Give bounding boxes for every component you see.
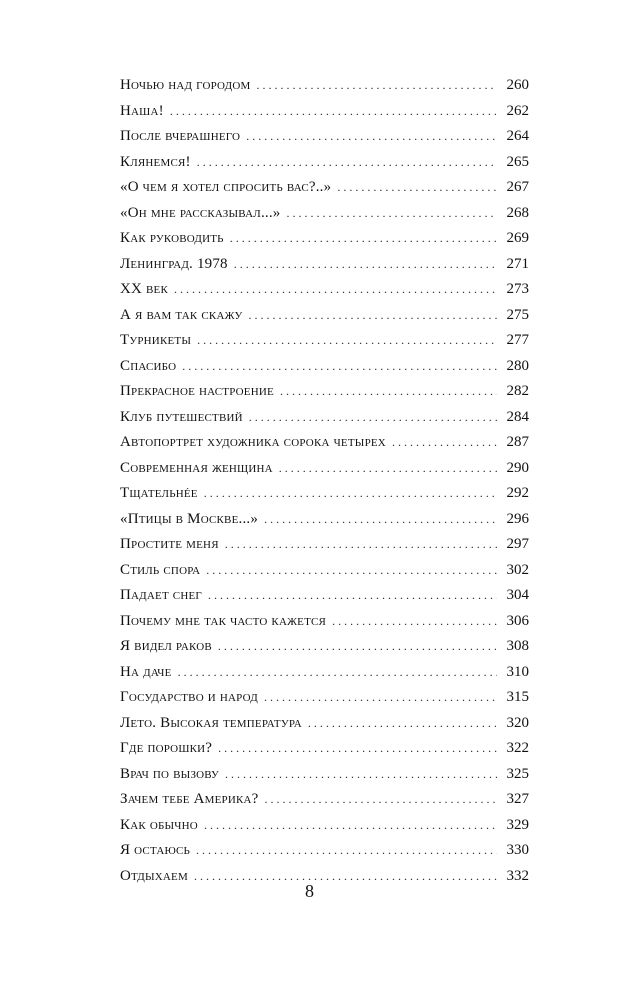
toc-dot-leader: [178, 660, 497, 686]
toc-entry: [120, 456, 529, 482]
toc-dot-leader: [204, 813, 497, 839]
toc-entry-page: 320: [506, 714, 529, 731]
toc-entry-page: 267: [506, 179, 529, 195]
toc-entry-title: Стиль спора: [120, 561, 201, 578]
toc-entry: [120, 73, 529, 99]
toc-entry-page: 290: [506, 459, 529, 476]
toc-entry-title: Почему мне так часто кажется: [120, 612, 327, 629]
toc-entry-title: Автопортрет художника сорока четырех: [120, 434, 386, 450]
toc-entry-title: Отдыхаем: [120, 867, 188, 884]
toc-entry-page: 322: [506, 740, 529, 756]
toc-entry-page: 284: [506, 408, 529, 425]
toc-entry: [120, 634, 529, 660]
toc-entry-title: Клянемся!: [120, 153, 191, 170]
toc-entry: [120, 507, 529, 533]
toc-dot-leader: [332, 609, 497, 635]
toc-entry-title: «О чем я хотел спросить вас?..»: [120, 179, 332, 195]
toc-entry: [120, 226, 529, 252]
toc-entry-page: 332: [506, 867, 529, 884]
toc-entry-title: Прекрасное настроение: [120, 383, 274, 399]
toc-dot-leader: [265, 787, 497, 813]
toc-entry-page: 306: [506, 612, 529, 629]
toc-entry-title: Падает снег: [120, 587, 202, 603]
toc-dot-leader: [182, 354, 497, 380]
toc-entry: [120, 685, 529, 711]
toc-dot-leader: [170, 99, 497, 125]
toc-entry: [120, 583, 529, 609]
toc-entry: [120, 379, 529, 405]
toc-entry-title: Ленинград. 1978: [120, 255, 228, 272]
toc-entry-title: Где порошки?: [120, 740, 213, 756]
toc-entry-page: 271: [506, 255, 529, 272]
toc-entry: [120, 813, 529, 839]
toc-entry-title: После вчерашнего: [120, 128, 241, 144]
toc-entry-page: 308: [506, 638, 529, 654]
toc-entry-title: Я видел раков: [120, 638, 212, 654]
toc-dot-leader: [337, 175, 497, 201]
toc-entry-title: «Птицы в Москве...»: [120, 510, 259, 527]
toc-dot-leader: [308, 711, 497, 737]
toc-entry-page: 273: [506, 281, 529, 297]
toc-dot-leader: [197, 150, 497, 176]
toc-dot-leader: [218, 634, 497, 660]
toc-entry-page: 265: [506, 153, 529, 170]
toc-entry: [120, 838, 529, 864]
toc-entry-page: 315: [506, 689, 529, 705]
toc-entry-title: XX век: [120, 281, 169, 297]
toc-entry-page: 292: [506, 485, 529, 501]
table-of-contents: [120, 73, 529, 889]
toc-entry-page: 280: [506, 357, 529, 374]
toc-entry: [120, 175, 529, 201]
toc-entry-title: «Он мне рассказывал...»: [120, 204, 281, 221]
toc-entry-title: Как руководить: [120, 230, 224, 246]
toc-entry: [120, 762, 529, 788]
toc-entry-title: Тщательнéе: [120, 485, 198, 501]
toc-entry-page: 329: [506, 816, 529, 833]
toc-entry: [120, 405, 529, 431]
toc-entry: [120, 99, 529, 125]
toc-dot-leader: [264, 685, 497, 711]
toc-entry: [120, 787, 529, 813]
toc-entry-title: Я остаюсь: [120, 842, 191, 858]
toc-entry-title: Простите меня: [120, 536, 219, 552]
toc-entry-page: 310: [506, 663, 529, 680]
toc-entry-title: Как обычно: [120, 816, 198, 833]
toc-dot-leader: [287, 201, 497, 227]
toc-entry: [120, 609, 529, 635]
toc-entry: [120, 430, 529, 456]
toc-entry-page: 296: [506, 510, 529, 527]
toc-entry-page: 269: [506, 230, 529, 246]
toc-entry-title: Зачем тебе Америка?: [120, 791, 259, 807]
toc-entry: [120, 481, 529, 507]
toc-dot-leader: [174, 277, 497, 303]
toc-entry-page: 264: [506, 128, 529, 144]
toc-entry-title: Врач по вызову: [120, 765, 219, 782]
toc-dot-leader: [264, 507, 497, 533]
toc-dot-leader: [208, 583, 497, 609]
toc-entry: [120, 328, 529, 354]
toc-dot-leader: [279, 456, 497, 482]
toc-entry-page: 325: [506, 765, 529, 782]
toc-entry-title: Государство и народ: [120, 689, 258, 705]
toc-dot-leader: [196, 838, 497, 864]
toc-dot-leader: [280, 379, 497, 405]
toc-entry-page: 304: [506, 587, 529, 603]
toc-entry: [120, 532, 529, 558]
toc-entry: [120, 277, 529, 303]
toc-entry-page: 302: [506, 561, 529, 578]
toc-dot-leader: [234, 252, 497, 278]
toc-entry: [120, 124, 529, 150]
toc-dot-leader: [230, 226, 497, 252]
toc-entry-page: 262: [506, 102, 529, 119]
toc-entry-page: 330: [506, 842, 529, 858]
toc-entry-page: 275: [506, 306, 529, 323]
toc-entry: [120, 303, 529, 329]
page-number: 8: [305, 881, 314, 901]
toc-entry-title: Турникеты: [120, 332, 192, 348]
toc-entry-title: Клуб путешествий: [120, 408, 243, 425]
toc-entry-title: На даче: [120, 663, 172, 680]
toc-entry: [120, 201, 529, 227]
toc-dot-leader: [246, 124, 497, 150]
toc-entry-title: А я вам так скажу: [120, 306, 243, 323]
toc-dot-leader: [225, 762, 497, 788]
toc-entry: [120, 150, 529, 176]
toc-entry-page: 277: [506, 332, 529, 348]
toc-dot-leader: [218, 736, 497, 762]
toc-entry-page: 268: [506, 204, 529, 221]
toc-dot-leader: [256, 73, 497, 99]
toc-dot-leader: [206, 558, 497, 584]
toc-entry-title: Ночью над городом: [120, 77, 251, 93]
toc-entry: [120, 252, 529, 278]
toc-dot-leader: [225, 532, 497, 558]
toc-entry: [120, 660, 529, 686]
toc-dot-leader: [249, 405, 497, 431]
toc-entry-page: 297: [506, 536, 529, 552]
toc-entry-page: 327: [506, 791, 529, 807]
toc-entry: [120, 736, 529, 762]
toc-entry-title: Современная женщина: [120, 459, 273, 476]
toc-dot-leader: [204, 481, 497, 507]
toc-entry-page: 287: [506, 434, 529, 450]
toc-dot-leader: [197, 328, 497, 354]
toc-dot-leader: [392, 430, 497, 456]
toc-entry: [120, 354, 529, 380]
toc-entry: [120, 711, 529, 737]
toc-entry-title: Наша!: [120, 102, 164, 119]
toc-entry-title: Спасибо: [120, 357, 177, 374]
toc-dot-leader: [249, 303, 498, 329]
toc-entry-title: Лето. Высокая температура: [120, 714, 302, 731]
toc-entry: [120, 558, 529, 584]
toc-entry-page: 282: [506, 383, 529, 399]
toc-entry-page: 260: [506, 77, 529, 93]
